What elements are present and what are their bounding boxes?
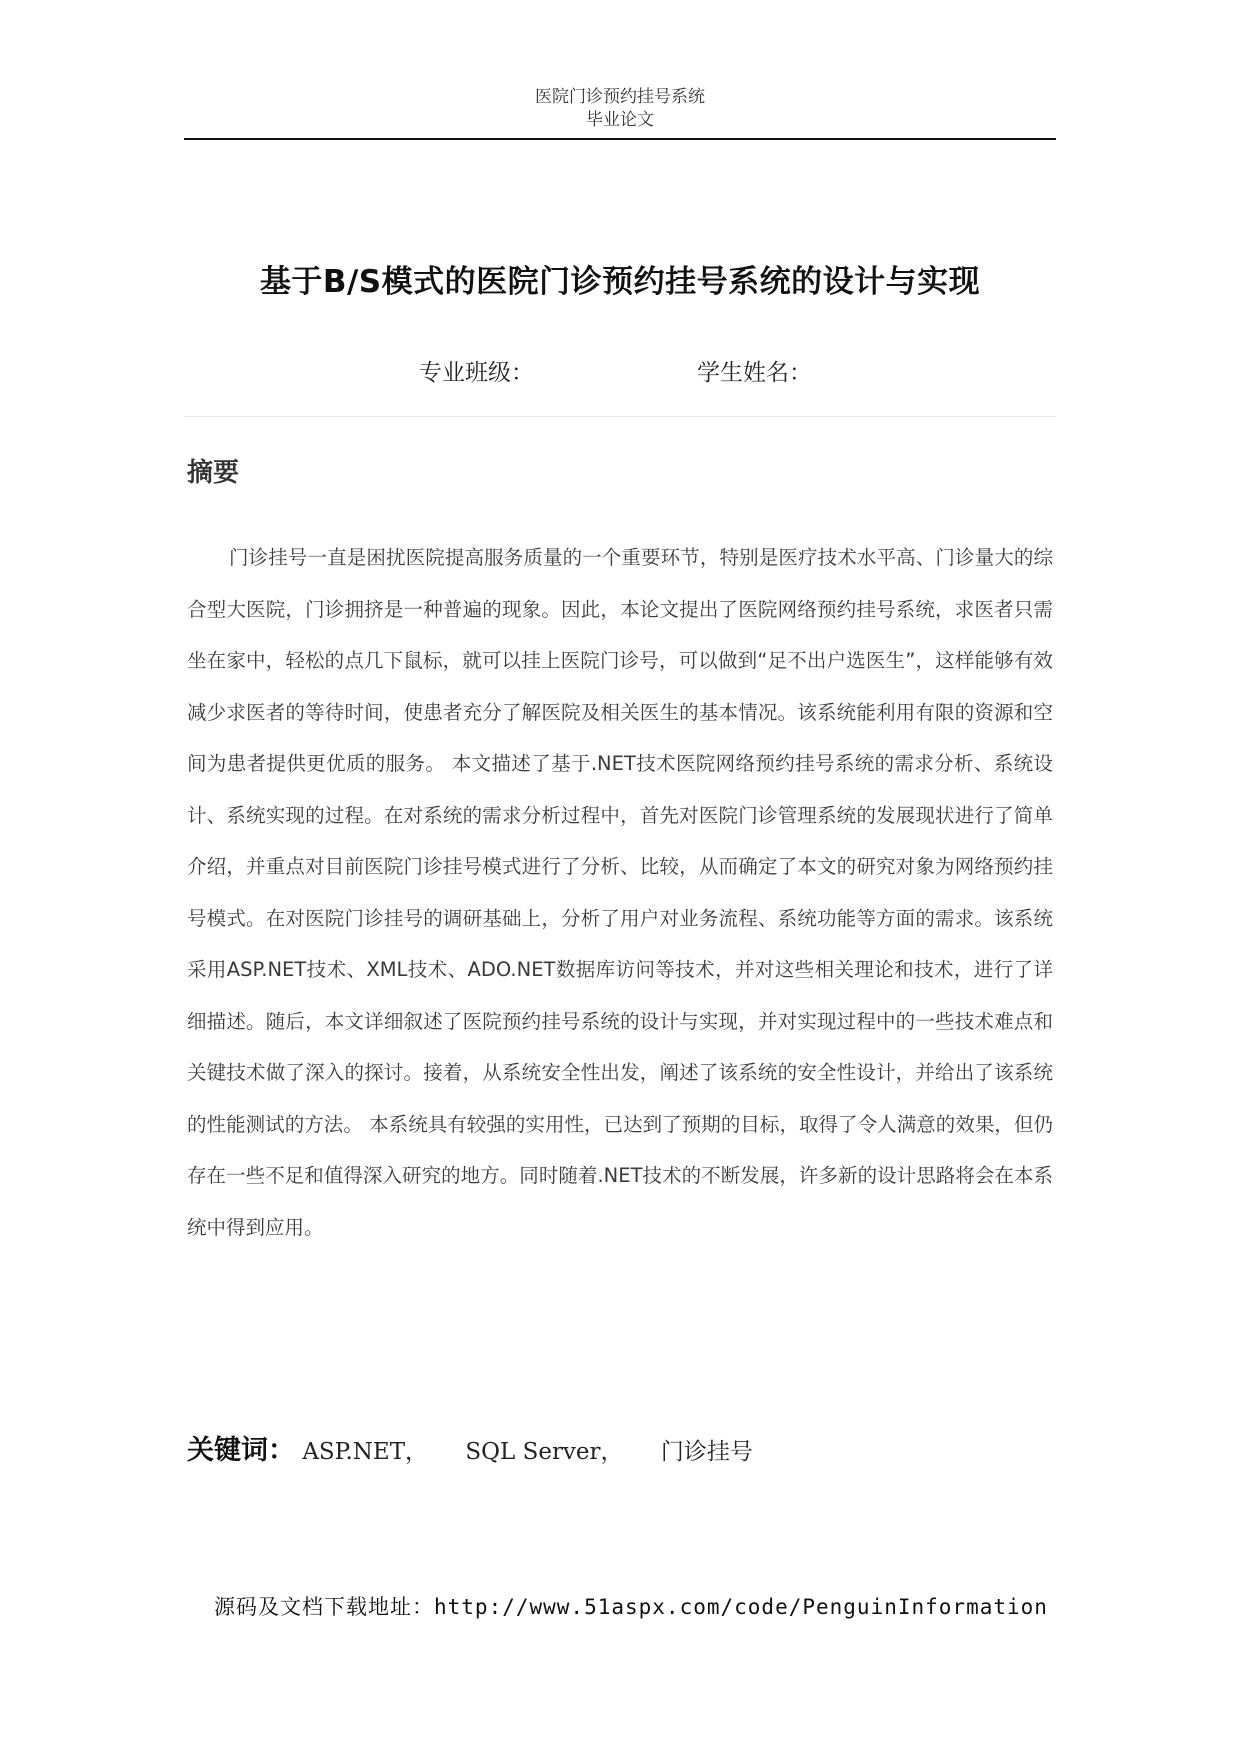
keywords: [187, 1428, 783, 1467]
keyword-item: SQL Server，: [465, 1439, 624, 1465]
keyword-item: 门诊挂号: [660, 1439, 753, 1465]
header-rule: [184, 138, 1056, 140]
major-class-label: 专业班级：: [419, 360, 534, 386]
running-header: [184, 86, 1056, 132]
download-link-text: 源码及文档下载地址：http://www.51aspx.com/code/PenguinInformation: [214, 1595, 1048, 1619]
keywords-label: 关键词：: [187, 1435, 295, 1466]
abstract-heading: 摘要: [187, 458, 240, 488]
header-title: 医院门诊预约挂号系统: [535, 87, 705, 107]
header-subtitle: 毕业论文: [586, 110, 654, 130]
section-divider: [184, 416, 1056, 417]
paper-title: 基于B/S模式的医院门诊预约挂号系统的设计与实现: [259, 264, 981, 300]
author-info: [0, 354, 1241, 388]
keyword-item: ASP.NET，: [302, 1439, 429, 1465]
abstract-body: 门诊挂号一直是困扰医院提高服务质量的一个重要环节，特别是医疗技术水平高、门诊量大的综合型大医院，门诊拥挤是一种普遍的现象。因此，本论文提出了医院网络预约挂号系统，求医者只需坐在家中，轻松的点几下鼠标，就可以挂上医院门诊号，可以做到“足不出户选医生”，这样能够有效减少求医者的等待时间，使患者充分了解医院及相关医生的基本情况。该系统能利用有限的资源和空间为患者提供更优质的服务。 本文描述了基于.NET技术医院网络预约挂号系统的需求分析、系统设计、系统实现的过程。在对系统的需求分析过程中，首先对医院门诊管理系统的发展现状进行了简单介绍，并重点对目前医院门诊挂号模式进行了分析、比较，从而确定了本文的研究对象为网络预约挂号模式。在对医院门诊挂号的调研基础上，分析了用户对业务流程、系统功能等方面的需求。该系统采用ASP.NET技术、XML技术、ADO.NET数据库访问等技术，并对这些相关理论和技术，进行了详细描述。随后，本文详细叙述了医院预约挂号系统的设计与实现，并对实现过程中的一些技术难点和关键技术做了深入的探讨。接着，从系统安全性出发，阐述了该系统的安全性设计，并给出了该系统的性能测试的方法。 本系统具有较强的实用性，已达到了预期的目标，取得了令人满意的效果，但仍存在一些不足和值得深入研究的地方。同时随着.NET技术的不断发展，许多新的设计思路将会在本系统中得到应用。: [187, 546, 1053, 1239]
student-name-label: 学生姓名：: [697, 360, 812, 386]
